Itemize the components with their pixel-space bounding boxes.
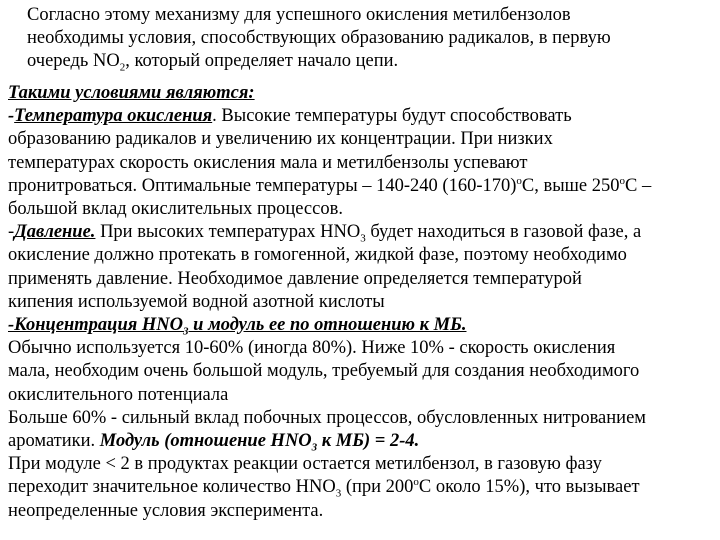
pressure-line-2: окисление должно протекать в гомогенной, жидкой фазе, поэтому необходимо (8, 245, 627, 266)
concentration-text: (при 200 (341, 477, 414, 498)
temperature-line-3: температурах скорость окисления мала и метилбензолы успевают (8, 152, 528, 173)
intro-text: , который определяет начало цепи. (125, 51, 399, 71)
concentration-line-7 (8, 476, 718, 499)
temperature-title: Температура окисления (14, 106, 213, 127)
intro-line-3 (27, 50, 707, 73)
concentration-line-8: неопределенные условия эксперимента. (8, 500, 324, 521)
conditions-section (8, 82, 718, 523)
pressure-text: При высоких температурах HNO (95, 222, 361, 243)
pressure-line-3: применять давление. Необходимое давление определяется температурой (8, 268, 582, 289)
temperature-text: С – (625, 175, 652, 196)
pressure-title: Давление. (14, 222, 96, 243)
concentration-line-6: При модуле < 2 в продуктах реакции остается метилбензол, в газовую фазу (8, 454, 602, 475)
subscript: 3 (183, 325, 189, 338)
concentration-text: С около 15%), что вызывает (418, 477, 640, 498)
intro-text: очередь NO (27, 51, 120, 71)
temperature-text: пронитроваться. Оптимальные температуры – 140-240 (160-170) (8, 175, 517, 196)
temperature-text: С, выше 250 (521, 175, 620, 196)
module-ratio: к МБ) = 2-4. (317, 431, 420, 452)
dash: - (8, 222, 15, 243)
concentration-title-text: и модуль ее по отношению к МБ. (188, 315, 467, 336)
superscript: о (619, 174, 625, 187)
concentration-title-text: -Концентрация HNO (8, 315, 184, 336)
subscript: 2 (119, 61, 126, 74)
concentration-line-4: Больше 60% - сильный вклад побочных процессов, обусловленных нитрованием (8, 407, 646, 428)
intro-line-2: необходимы условия, способствующих образованию радикалов, в первую (27, 28, 611, 48)
dash: - (8, 106, 15, 127)
temperature-line-5: большой вклад окислительных процессов. (8, 199, 343, 220)
intro-line-1: Согласно этому механизму для успешного окисления метилбензолов (27, 5, 571, 25)
concentration-line-5 (8, 430, 718, 453)
subscript: 3 (311, 441, 318, 454)
subscript: 3 (360, 232, 366, 245)
concentration-line-3: окислительного потенциала (8, 384, 229, 405)
subscript: 3 (335, 488, 342, 501)
module-ratio: Модуль (отношение HNO (99, 431, 312, 452)
temperature-line-1 (8, 105, 718, 128)
concentration-line-1: Обычно используется 10-60% (иногда 80%). Ниже 10% - скорость окисления (8, 338, 616, 359)
intro-paragraph (27, 4, 707, 73)
temperature-text: . Высокие температуры будут способствовать (212, 106, 572, 127)
concentration-text: ароматики. (8, 431, 100, 452)
superscript: о (516, 174, 522, 187)
concentration-text: переходит значительное количество HNO (8, 477, 336, 498)
pressure-line-4: кипения используемой водной азотной кислоты (8, 291, 385, 312)
pressure-line-1 (8, 221, 718, 244)
conditions-heading: Такими условиями являются: (8, 83, 255, 103)
temperature-line-4 (8, 175, 718, 198)
concentration-title (8, 314, 718, 337)
temperature-line-2: образованию радикалов и увеличению их концентрации. При низких (8, 129, 553, 150)
pressure-text: будет находиться в газовой фазе, а (365, 222, 642, 243)
superscript: о (413, 476, 419, 489)
concentration-line-2: мала, необходим очень большой модуль, требуемый для создания необходимого (8, 361, 640, 382)
